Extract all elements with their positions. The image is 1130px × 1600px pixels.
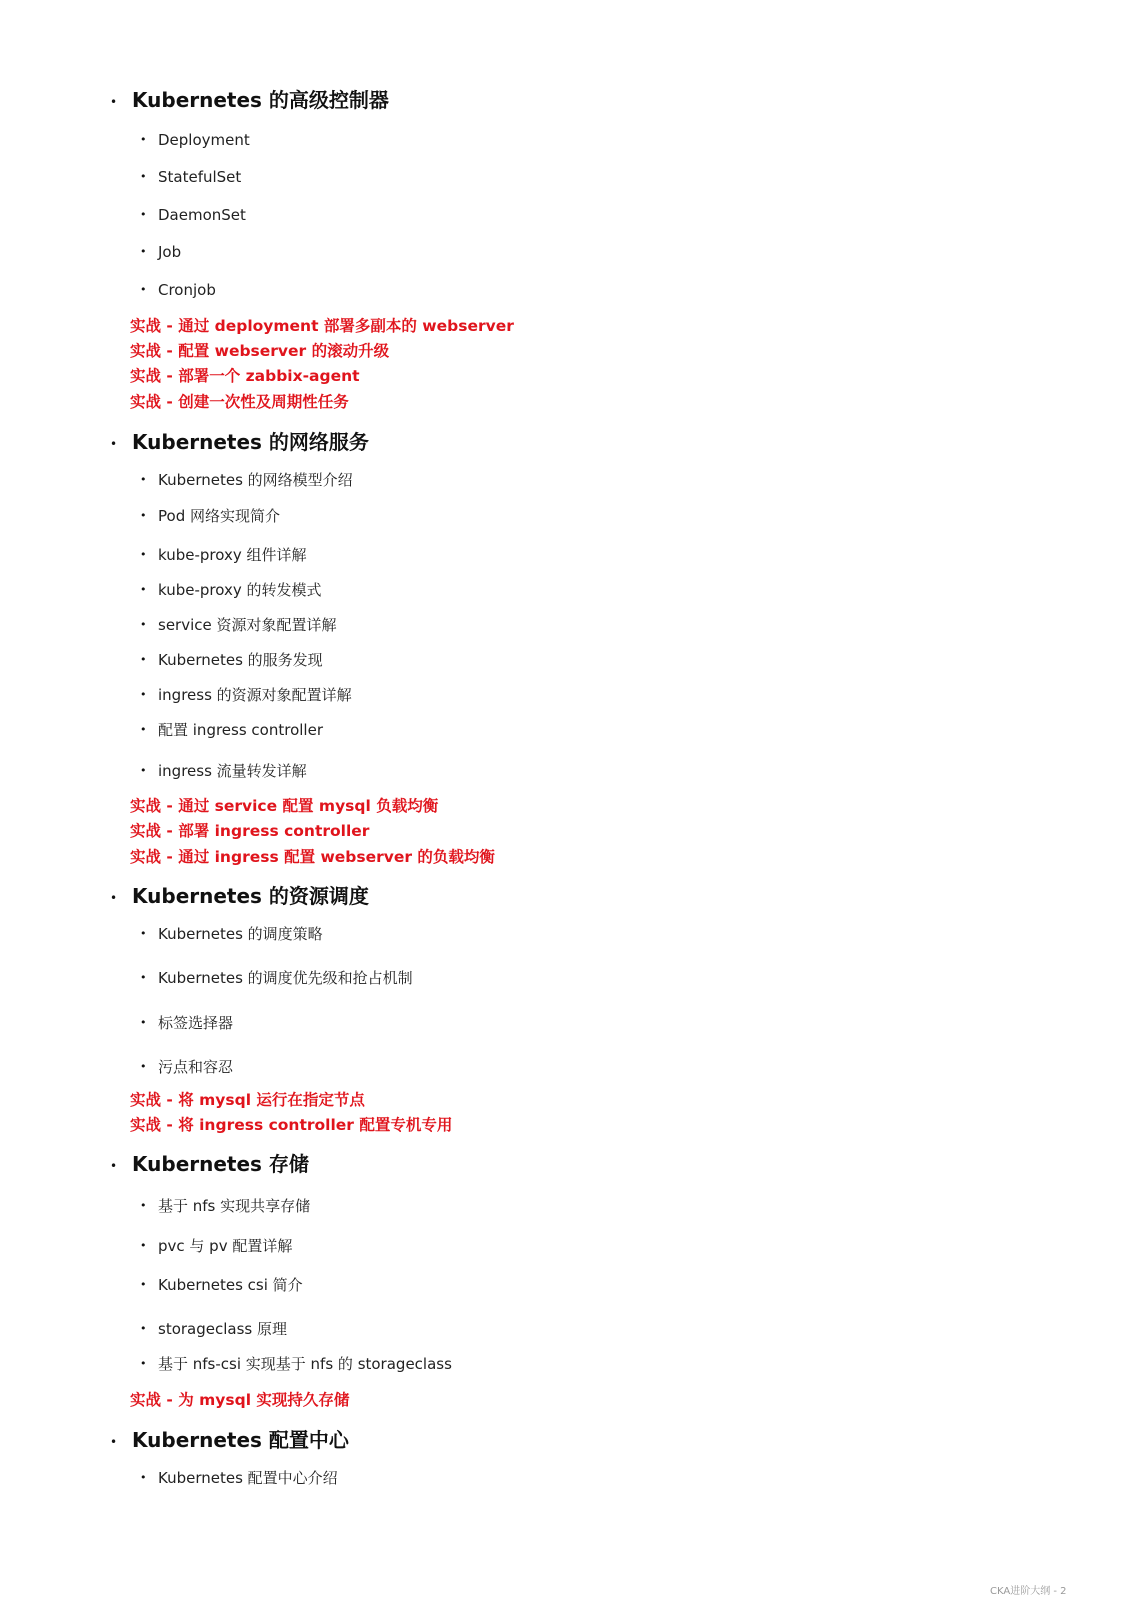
bullet-icon: • [140,548,147,561]
bullet-icon: • [140,1357,147,1370]
exercise-item: 实战 - 部署一个 zabbix-agent [130,367,360,385]
bullet-icon: • [140,208,147,221]
bullet-icon: • [140,927,147,940]
exercise-item: 实战 - 为 mysql 实现持久存储 [130,1391,350,1409]
exercise-item: 实战 - 通过 ingress 配置 webserver 的负载均衡 [130,848,495,866]
exercise-item: 实战 - 将 mysql 运行在指定节点 [130,1091,365,1109]
bullet-icon: • [140,170,147,183]
bullet-icon: • [140,1199,147,1212]
bullet-icon: • [140,764,147,777]
exercise-item: 实战 - 部署 ingress controller [130,822,370,840]
bullet-icon: • [110,1435,118,1449]
bullet-icon: • [140,583,147,596]
bullet-icon: • [110,1159,118,1173]
bullet-icon: • [110,891,118,905]
exercise-item: 实战 - 创建一次性及周期性任务 [130,393,349,411]
bullet-icon: • [140,1471,147,1484]
bullet-icon: • [140,688,147,701]
bullet-icon: • [140,509,147,522]
bullet-icon: • [110,437,118,451]
bullet-icon: • [140,618,147,631]
bullet-icon: • [110,95,118,109]
bullet-icon: • [140,1239,147,1252]
bullet-icon: • [140,653,147,666]
bullet-icon: • [140,723,147,736]
bullet-icon: • [140,1322,147,1335]
bullet-icon: • [140,1060,147,1073]
exercise-item: 实战 - 将 ingress controller 配置专机专用 [130,1116,453,1134]
bullet-icon: • [140,283,147,296]
exercise-item: 实战 - 通过 deployment 部署多副本的 webserver [130,317,514,335]
exercise-item: 实战 - 通过 service 配置 mysql 负载均衡 [130,797,439,815]
bullet-icon: • [140,971,147,984]
document-page: • Kubernetes 的高级控制器 • Deployment • StatefulSet • DaemonSet • Job • Cronjob 实战 - 通过 deployment 部署多副本的 webserver 实战 - 配置 webserver 的滚动升级 实战 - 部署一个 zabbix-agent 实战 - 创建一次性及周期性任务 • Kubernetes 的网络服务 • Kubernetes 的网络模型介绍 • Pod 网络实现简介 • kube-proxy 组件详解 • kube-proxy 的转发模式 • service 资源对象配置详解 • Kubernetes 的服务发现 • ingress 的资源对象配置详解 • 配置 ingress controller • ingress 流量转发详解 实战 - 通过 service 配置 mysql 负载均衡 实战 - 部署 ingress controller 实战 - 通过 ingress 配置 webserver 的负载均衡 • Kubernetes 的资源调度 • Kubernetes 的调度策略 • Kubernetes 的调度优先级和抢占机制 • 标签选择器 • 污点和容忍 实战 - 将 mysql 运行在指定节点 实战 - 将 ingress controller 配置专机专用 • Kubernetes 存储 • 基于 nfs 实现共享存储 • pvc 与 pv 配置详解 • Kubernetes csi 简介 • storageclass 原理 • 基于 nfs-csi 实现基于 nfs 的 storageclass 实战 - 为 mysql 实现持久存储 • Kubernetes 配置中心 • Kubernetes 配置中心介绍 CKA进阶大纲 - 2 [110,88,1067,1597]
bullet-icon: • [140,133,147,146]
page-footer: CKA进阶大纲 - 2 [990,1586,1067,1597]
bullet-icon: • [140,1016,147,1029]
exercise-item: 实战 - 配置 webserver 的滚动升级 [130,342,390,360]
bullet-icon: • [140,1278,147,1291]
bullet-icon: • [140,473,147,486]
bullet-icon: • [140,245,147,258]
